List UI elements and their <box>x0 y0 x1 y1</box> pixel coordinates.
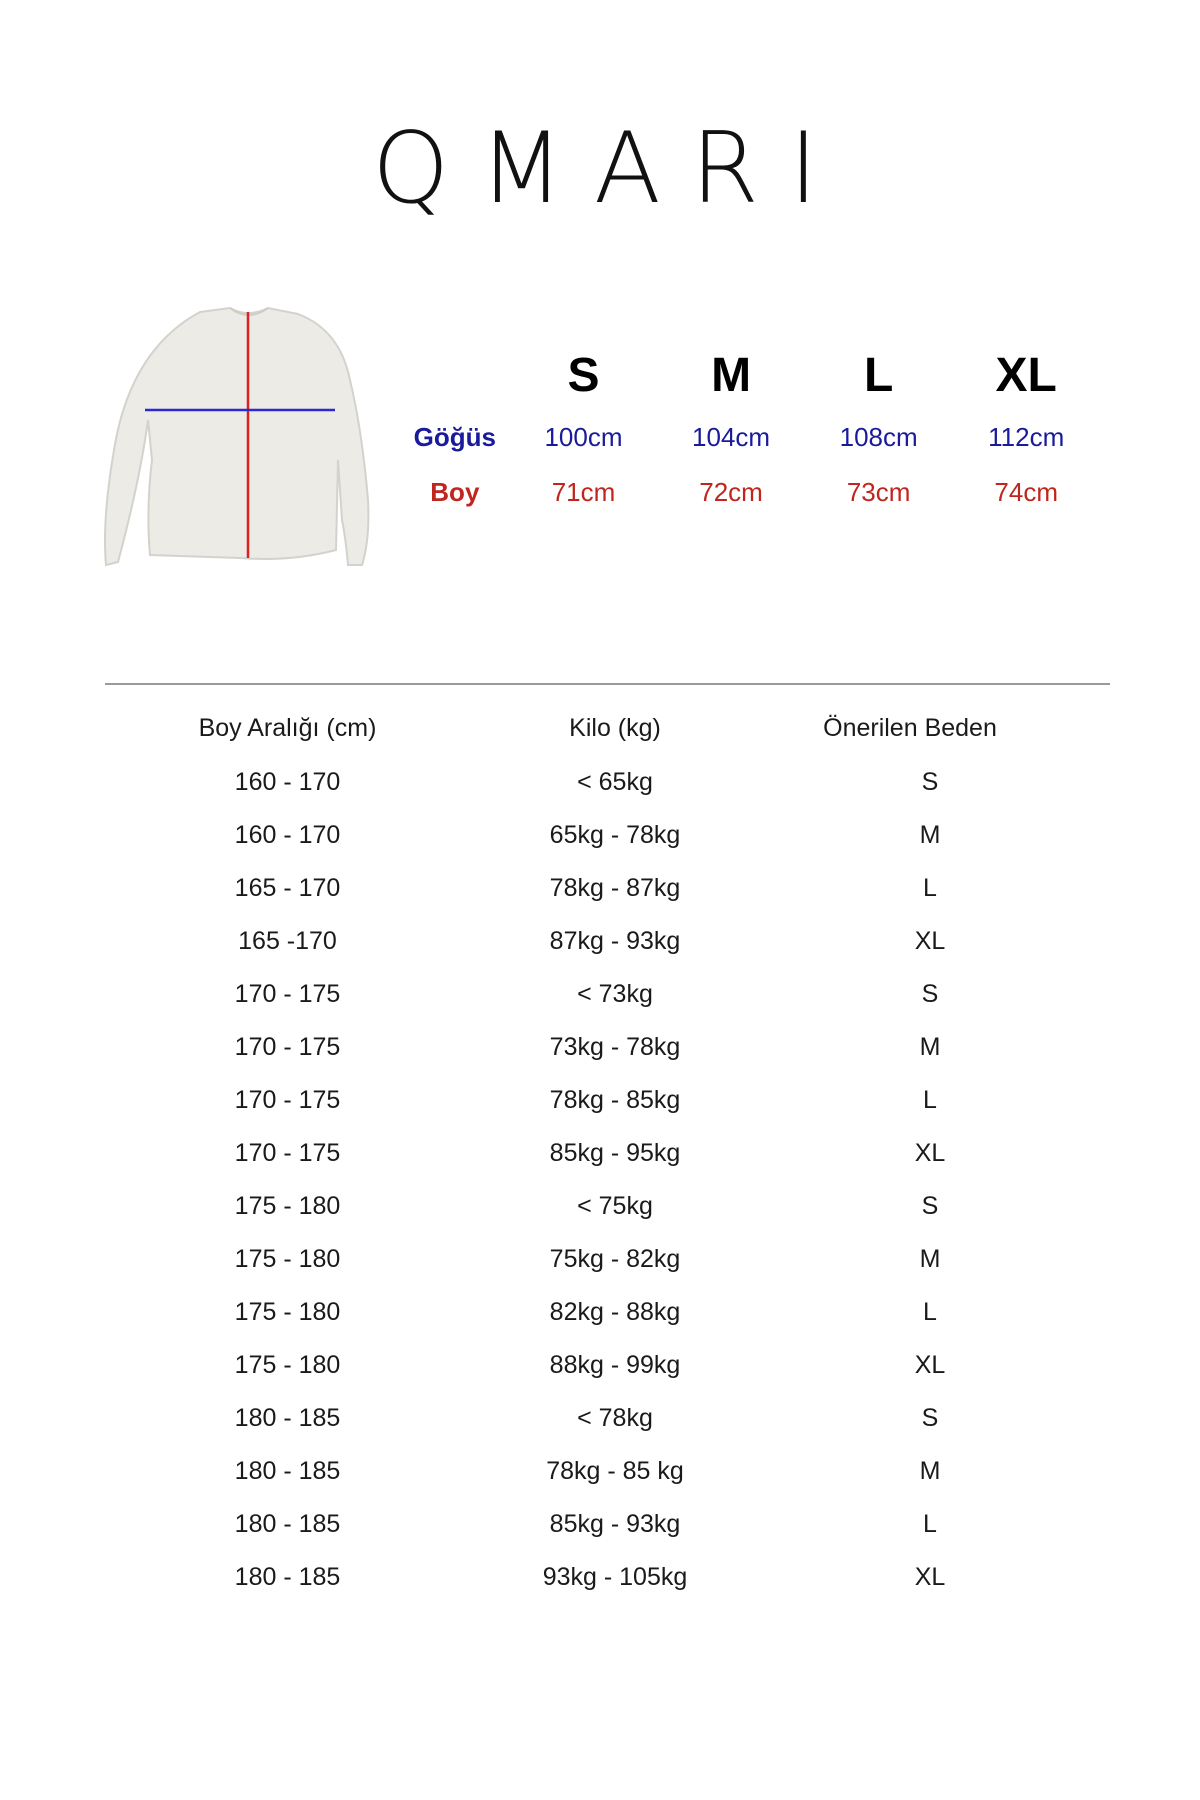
weight-cell: < 75kg <box>577 1192 653 1220</box>
recommended-size-cell: M <box>919 1245 941 1273</box>
weight-cell: 85kg - 93kg <box>549 1510 681 1538</box>
weight-cell: 73kg - 78kg <box>549 1033 681 1061</box>
table-row <box>105 1339 1110 1392</box>
recommended-size-cell: XL <box>914 1139 946 1167</box>
height-range-cell: 160 - 170 <box>234 768 341 796</box>
table-row <box>105 809 1110 862</box>
table-row <box>105 968 1110 1021</box>
height-range-cell: 160 - 170 <box>234 821 341 849</box>
height-range-cell: 175 - 180 <box>234 1298 341 1326</box>
recommended-size-cell: L <box>923 874 937 902</box>
table-row <box>105 862 1110 915</box>
recommended-size-cell: XL <box>914 927 946 955</box>
long-sleeve-shirt-icon <box>100 300 385 600</box>
weight-cell: 75kg - 82kg <box>549 1245 681 1273</box>
recommended-size-cell: L <box>923 1298 937 1326</box>
weight-cell: 87kg - 93kg <box>549 927 681 955</box>
size-header: S <box>567 348 600 402</box>
header-weight: Kilo (kg) <box>569 713 661 742</box>
length-row <box>400 465 1100 520</box>
recommended-size-cell: S <box>921 1192 939 1220</box>
height-range-cell: 175 - 180 <box>234 1245 341 1273</box>
chest-row <box>400 410 1100 465</box>
height-range-cell: 170 - 175 <box>234 1139 341 1167</box>
header-height-range: Boy Aralığı (cm) <box>198 713 377 742</box>
chest-value: 112cm <box>988 422 1065 452</box>
height-range-cell: 165 - 170 <box>234 874 341 902</box>
length-value: 74cm <box>994 477 1058 507</box>
recommended-size-cell: XL <box>914 1351 946 1379</box>
weight-cell: 78kg - 85kg <box>549 1086 681 1114</box>
table-header-row <box>105 700 1110 756</box>
table-row <box>105 915 1110 968</box>
recommended-size-cell: S <box>921 768 939 796</box>
weight-cell: < 73kg <box>577 980 653 1008</box>
recommended-size-cell: XL <box>914 1563 946 1591</box>
weight-cell: 78kg - 87kg <box>549 874 681 902</box>
table-row <box>105 1180 1110 1233</box>
size-header: M <box>711 348 752 402</box>
height-range-cell: 170 - 175 <box>234 1033 341 1061</box>
height-range-cell: 180 - 185 <box>234 1404 341 1432</box>
height-range-cell: 165 -170 <box>238 927 337 955</box>
table-row <box>105 1233 1110 1286</box>
height-range-cell: 170 - 175 <box>234 980 341 1008</box>
recommended-size-cell: M <box>919 1033 941 1061</box>
height-range-cell: 175 - 180 <box>234 1351 341 1379</box>
header-recommended-size: Önerilen Beden <box>823 713 997 742</box>
weight-cell: 85kg - 95kg <box>549 1139 681 1167</box>
table-row <box>105 1445 1110 1498</box>
chest-value: 104cm <box>692 422 771 452</box>
recommended-size-cell: M <box>919 821 941 849</box>
height-range-cell: 180 - 185 <box>234 1563 341 1591</box>
table-row <box>105 1286 1110 1339</box>
weight-cell: 65kg - 78kg <box>549 821 681 849</box>
height-range-cell: 180 - 185 <box>234 1457 341 1485</box>
size-header-row <box>400 340 1100 410</box>
height-range-cell: 170 - 175 <box>234 1086 341 1114</box>
table-row <box>105 1498 1110 1551</box>
weight-cell: 88kg - 99kg <box>549 1351 681 1379</box>
recommended-size-cell: L <box>923 1086 937 1114</box>
table-row <box>105 1392 1110 1445</box>
table-body <box>105 756 1110 1604</box>
recommended-size-cell: L <box>923 1510 937 1538</box>
table-row <box>105 1127 1110 1180</box>
recommended-size-cell: M <box>919 1457 941 1485</box>
recommended-size-cell: S <box>921 980 939 1008</box>
length-value: 73cm <box>846 477 911 507</box>
size-header: L <box>863 348 894 402</box>
brand-logo: QMARI <box>372 112 848 226</box>
chest-value: 100cm <box>544 422 623 452</box>
weight-cell: < 78kg <box>577 1404 653 1432</box>
size-measurement-table <box>400 340 1100 520</box>
length-value: 72cm <box>699 477 763 507</box>
weight-cell: 78kg - 85 kg <box>546 1457 684 1485</box>
table-row <box>105 1074 1110 1127</box>
recommended-size-cell: S <box>921 1404 939 1432</box>
height-range-cell: 180 - 185 <box>234 1510 341 1538</box>
height-range-cell: 175 - 180 <box>234 1192 341 1220</box>
section-divider <box>105 683 1110 685</box>
size-header: XL <box>995 348 1057 402</box>
size-recommendation-table <box>105 700 1110 1604</box>
chest-value: 108cm <box>839 422 918 452</box>
weight-cell: < 65kg <box>577 768 653 796</box>
table-row <box>105 1021 1110 1074</box>
length-value: 71cm <box>551 477 616 507</box>
weight-cell: 82kg - 88kg <box>549 1298 681 1326</box>
weight-cell: 93kg - 105kg <box>542 1563 688 1591</box>
chest-label: Göğüs <box>413 422 497 452</box>
length-label: Boy <box>430 477 480 507</box>
table-row <box>105 756 1110 809</box>
table-row <box>105 1551 1110 1604</box>
